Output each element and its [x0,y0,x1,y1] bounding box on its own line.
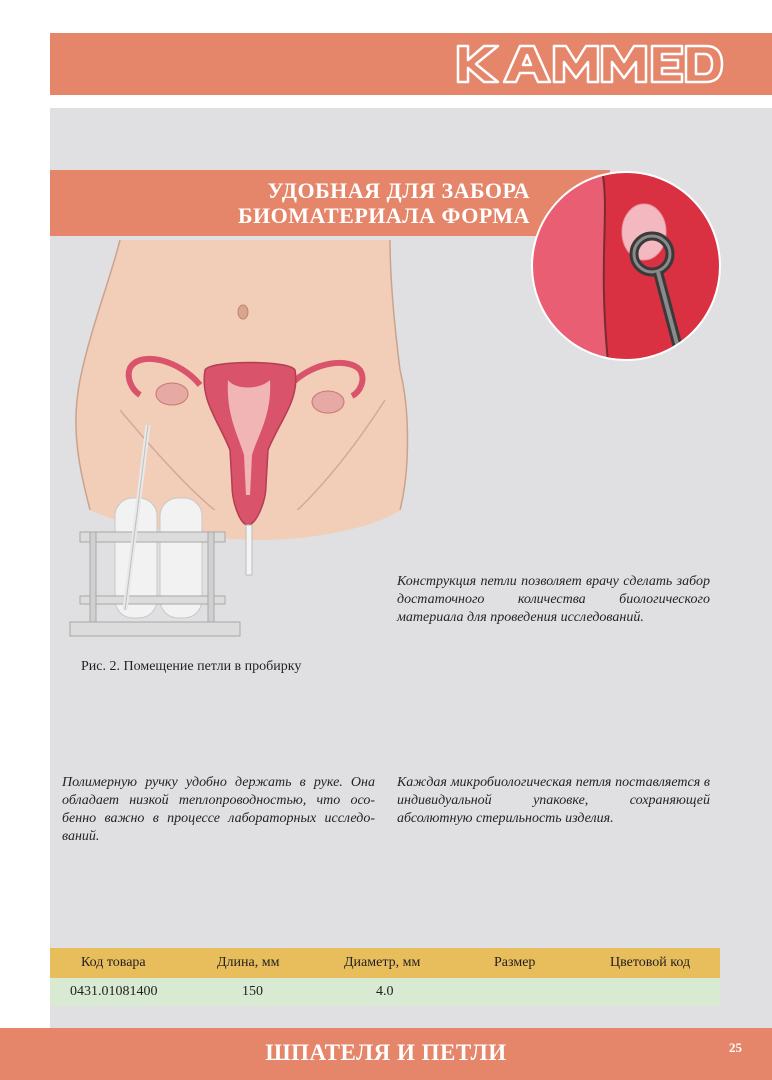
banner-title-line-1: УДОБНАЯ ДЛЯ ЗАБОРА [267,178,530,203]
cell-code: 0431.01081400 [70,984,158,999]
banner-title [238,178,530,228]
col-header-length: Длина, мм [217,955,280,970]
col-header-code: Код товара [81,955,146,970]
table-row [50,978,720,1006]
figure-caption: Рис. 2. Помещение петли в пробирку [81,659,302,674]
section-banner [50,170,610,236]
banner-title-line-2: БИОМАТЕРИАЛА ФОРМА [237,203,530,228]
col-header-diameter: Диаметр, мм [344,955,421,970]
packaging-text: Каждая микробиологическая петля поставляется в индивидуальной упаковке, сохраняющей абсолютную стерильность изделия. [397,775,710,826]
col-header-size: Размер [494,955,536,970]
cell-diameter: 4.0 [376,984,394,999]
footer-bar [0,1028,772,1080]
kammed-logo [454,42,724,86]
header-bar [50,33,772,95]
col-header-color-code: Цветовой код [610,955,691,970]
loop-design-text: Конструкция петли позволяет врачу сделать забор достаточного количества биологического материала для проведения исследований. [397,574,710,625]
footer-title: ШПАТЕЛЯ И ПЕТЛИ [265,1040,507,1065]
page-number: 25 [729,1040,742,1055]
handle-text: Полимерную ручку удобно держать в руке. Она обладает низкой теплопроводностью, что особенно важно в процессе лабораторных исследований. [62,775,375,844]
product-table-header [50,948,720,978]
loop-closeup-illustration [530,170,722,362]
cell-length: 150 [242,984,263,999]
